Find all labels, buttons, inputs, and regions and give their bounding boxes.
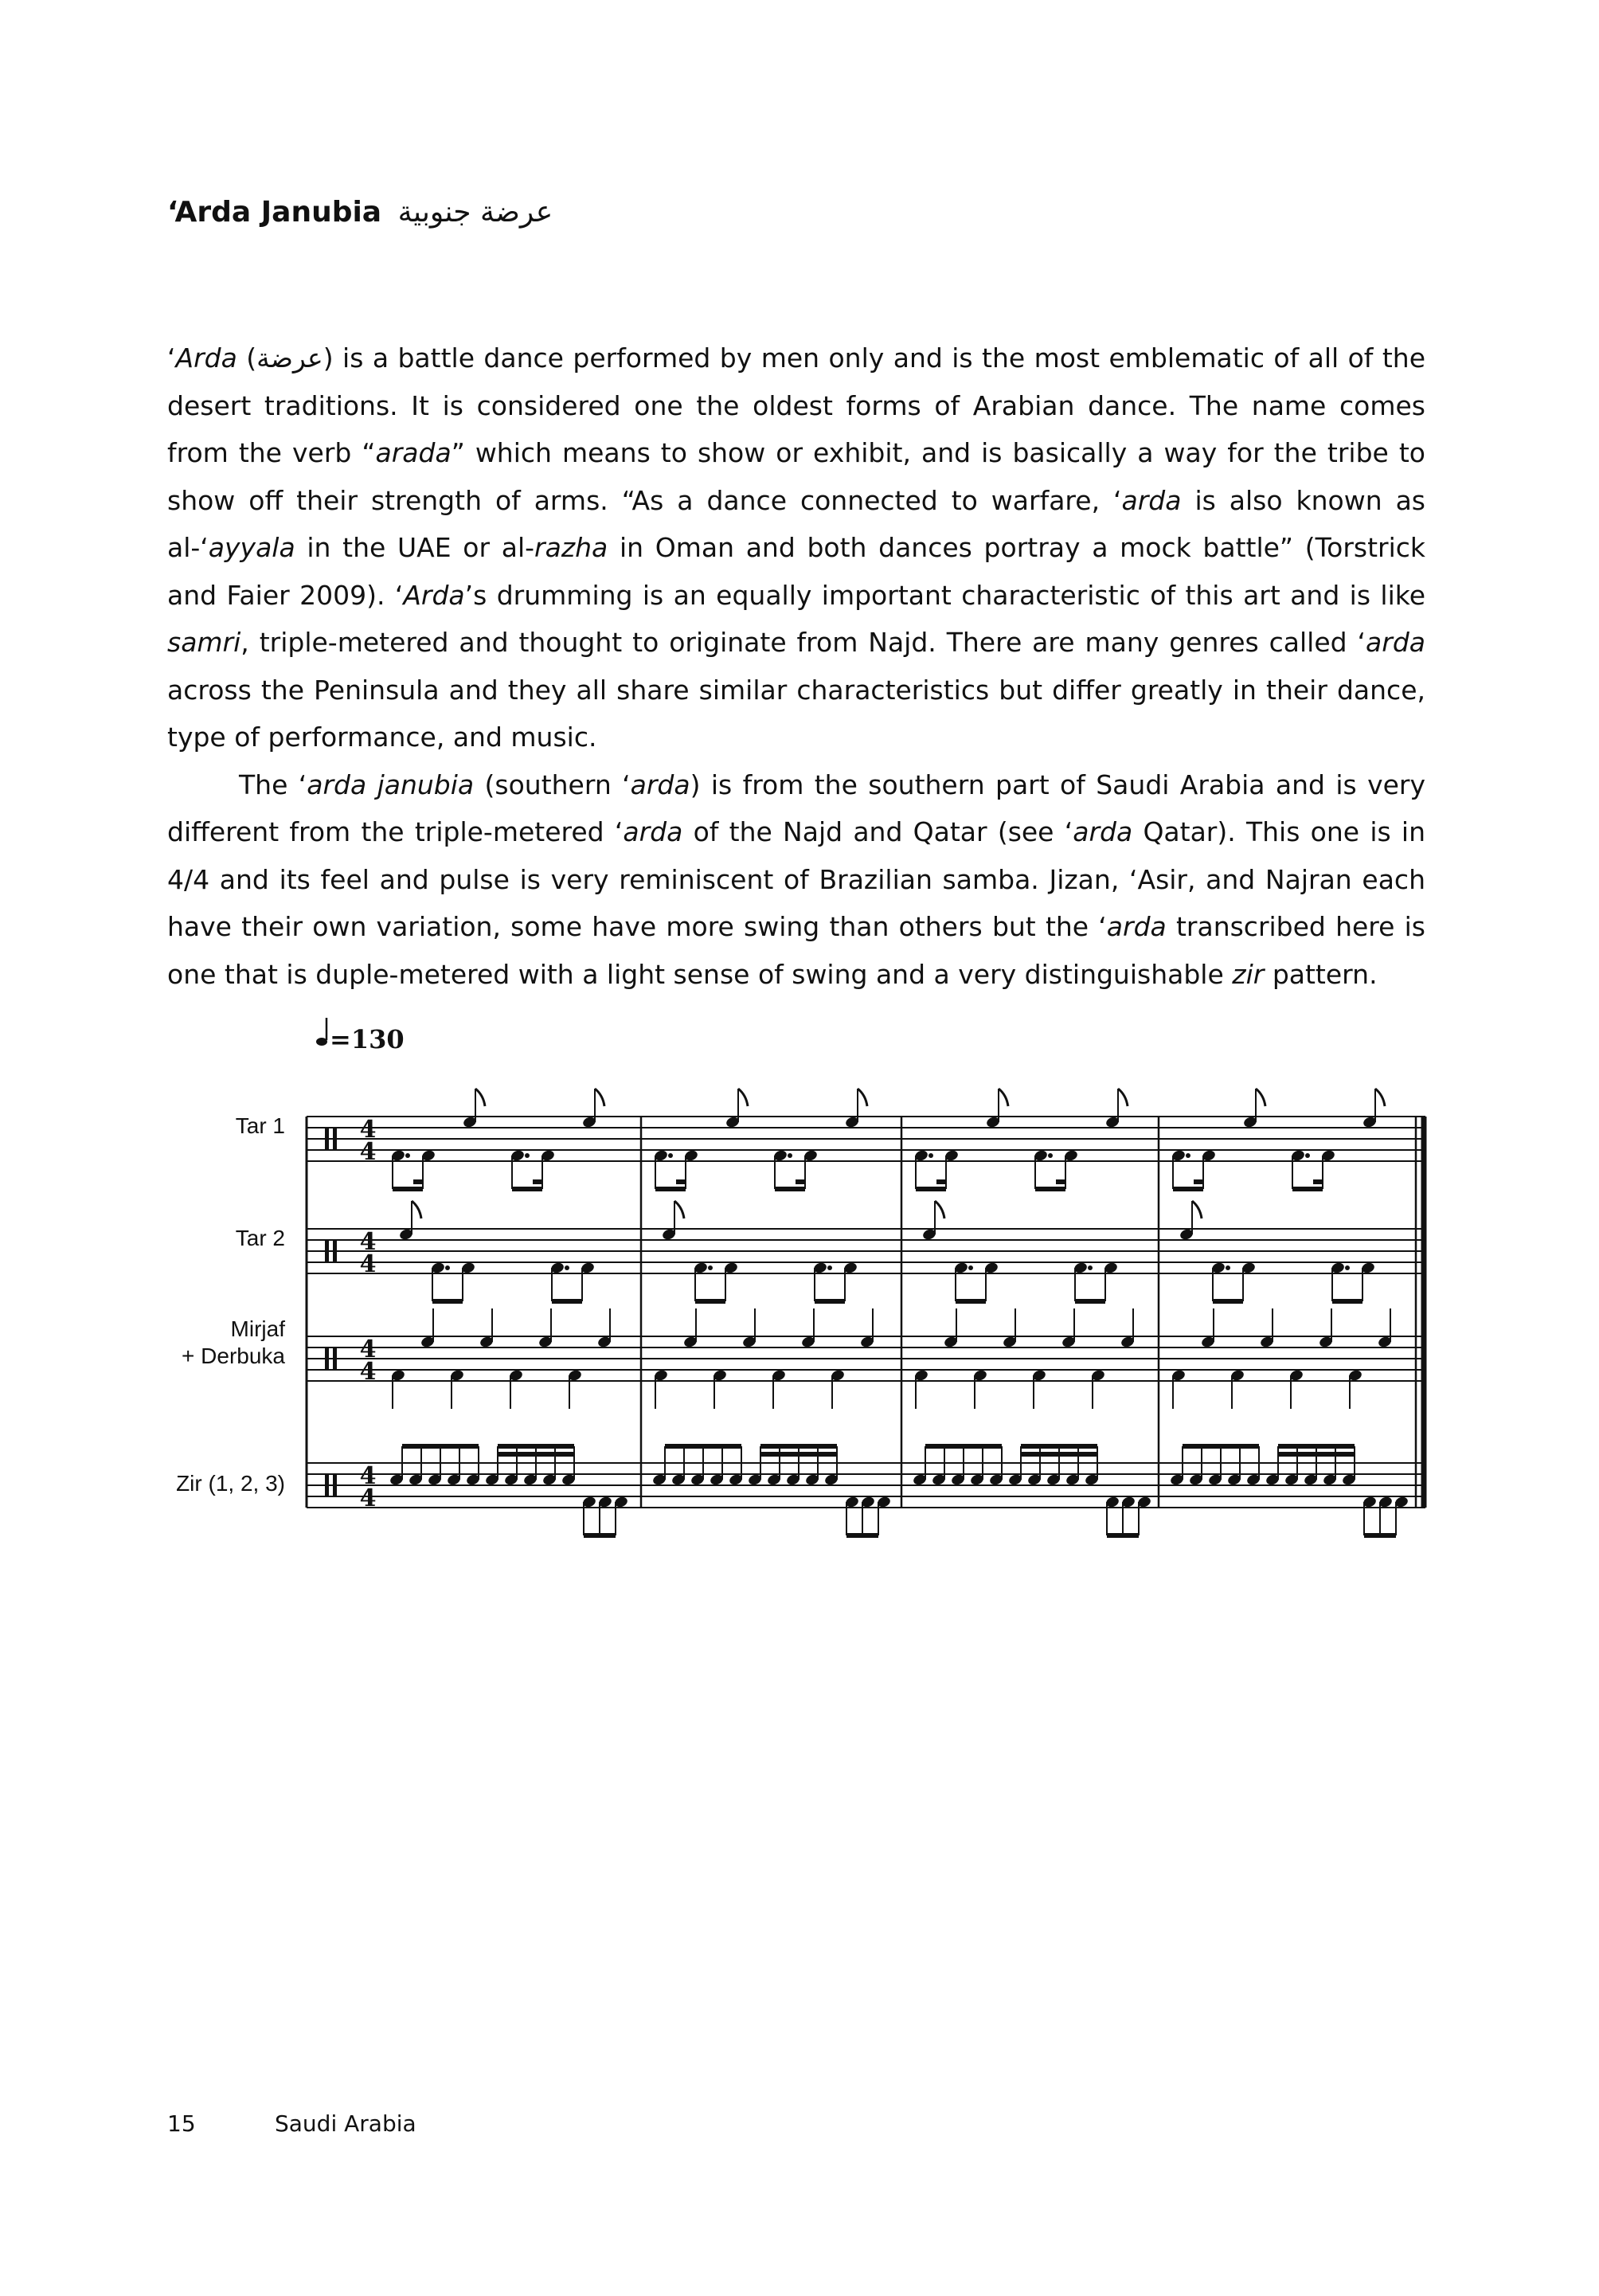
svg-text:4: 4 <box>359 1116 377 1144</box>
running-title: Saudi Arabia <box>275 2110 416 2137</box>
svg-text:4: 4 <box>359 1250 377 1278</box>
svg-text:4: 4 <box>359 1484 377 1512</box>
note-beam <box>676 1179 686 1184</box>
note-beam <box>1313 1179 1323 1184</box>
note-beam <box>413 1179 423 1184</box>
note-flag <box>935 1201 944 1218</box>
note-beam <box>760 1452 837 1457</box>
note-beam <box>512 1187 542 1191</box>
note-beam <box>1278 1452 1355 1457</box>
note-beam <box>760 1444 837 1449</box>
note-beam <box>533 1179 542 1184</box>
instrument-label-tar1: Tar 1 <box>235 1113 285 1138</box>
instrument-label-tar2: Tar 2 <box>235 1226 285 1250</box>
note-flag <box>1118 1089 1128 1106</box>
note-dot <box>668 1153 673 1158</box>
percussion-clefs <box>325 1128 337 1496</box>
svg-text:4: 4 <box>359 1228 377 1256</box>
heading-title: ‘Arda Janubia <box>167 196 382 229</box>
instrument-label-derbuka: + Derbuka <box>182 1344 285 1368</box>
note-beam <box>775 1187 805 1191</box>
paragraph-2: The ‘arda janubia (southern ‘arda) is from the southern part of Saudi Arabia and is very different from the triple-metered ‘arda of the Najd and Qatar (see ‘arda Qatar). This one is in 4/4 and its feel and pulse is very reminiscent of Brazilian samba. Jizan, ‘Asir, and Najran each have their own variation, some have more swing than others but the ‘arda transcribed here is one that is duple-metered with a light sense of swing and a very distinguishable zir pattern. <box>167 769 1426 990</box>
time-signatures <box>360 1116 377 1512</box>
note-beam <box>498 1444 574 1449</box>
note-beam <box>655 1187 686 1191</box>
note-beam <box>1021 1444 1097 1449</box>
note-dot <box>929 1153 933 1158</box>
note-beam <box>796 1179 805 1184</box>
music-score <box>0 1003 1599 1545</box>
note-dot <box>708 1265 713 1270</box>
note-beam <box>956 1299 986 1304</box>
staff-lines <box>307 1117 1425 1508</box>
svg-text:4: 4 <box>359 1462 377 1490</box>
note-dot <box>1345 1265 1350 1270</box>
note-dot <box>788 1153 792 1158</box>
note-beam <box>695 1299 725 1304</box>
svg-text:4: 4 <box>359 1336 377 1363</box>
note-beam <box>402 1444 479 1449</box>
note-beam <box>1056 1179 1065 1184</box>
note-flag <box>412 1201 421 1218</box>
note-beam <box>916 1187 946 1191</box>
note-dot <box>827 1265 832 1270</box>
note-beam <box>393 1187 423 1191</box>
tempo-marking <box>316 1018 405 1054</box>
tempo-text: =130 <box>330 1024 405 1054</box>
note-beam <box>936 1179 946 1184</box>
note-flag <box>1256 1089 1265 1106</box>
note-flag <box>674 1201 684 1218</box>
note-beam <box>925 1444 1002 1449</box>
note-flag <box>999 1089 1008 1106</box>
note-flag <box>1192 1201 1202 1218</box>
note-beam <box>815 1299 845 1304</box>
svg-text:4: 4 <box>359 1138 377 1166</box>
note-beam <box>1183 1444 1259 1449</box>
note-beam <box>552 1299 582 1304</box>
note-flag <box>858 1089 867 1106</box>
note-dot <box>1226 1265 1230 1270</box>
note-beam <box>1021 1452 1097 1457</box>
page-number: 15 <box>167 2110 196 2137</box>
note-dot <box>405 1153 410 1158</box>
note-beam <box>1364 1533 1396 1538</box>
note-dot <box>1088 1265 1093 1270</box>
instrument-label-mirjaf: Mirjaf <box>230 1316 285 1341</box>
note-beam <box>1292 1187 1323 1191</box>
notes <box>389 1089 1409 1538</box>
note-beam <box>1213 1299 1243 1304</box>
note-beam <box>1278 1444 1355 1449</box>
note-beam <box>1107 1533 1139 1538</box>
note-dot <box>1305 1153 1310 1158</box>
note-flag <box>475 1089 485 1106</box>
body-text <box>167 334 1425 998</box>
instrument-label-zir: Zir (1, 2, 3) <box>176 1471 285 1496</box>
note-dot <box>1048 1153 1053 1158</box>
section-heading <box>167 196 553 229</box>
note-beam <box>584 1533 616 1538</box>
heading-arabic: عرضة جنوبية <box>397 196 553 229</box>
paragraph-1: ‘Arda (عرضة) is a battle dance performed by men only and is the most emblematic of all of the desert traditions. It is considered one the oldest forms of Arabian dance. The name comes from the verb “arada” which means to show or exhibit, and is basically a way for the tribe to show off their strength of arms. “As a dance connected to warfare, ‘arda is also known as al-‘ayyala in the UAE or al-razha in Oman and both dances portray a mock battle” (Torstrick and Faier 2009). ‘Arda’s drumming is an equally important characteristic of this art and is like samri, triple-metered and thought to originate from Najd. There are many genres called ‘arda across the Peninsula and they all share similar characteristics but differ greatly in their dance, type of performance, and music. <box>167 342 1426 753</box>
note-beam <box>1035 1187 1065 1191</box>
note-flag <box>1375 1089 1385 1106</box>
barlines <box>307 1117 1424 1508</box>
note-dot <box>1186 1153 1190 1158</box>
note-dot <box>525 1153 530 1158</box>
note-flag <box>738 1089 748 1106</box>
note-beam <box>1332 1299 1362 1304</box>
note-beam <box>846 1533 878 1538</box>
note-beam <box>498 1452 574 1457</box>
note-beam <box>1173 1187 1203 1191</box>
note-beam <box>665 1444 741 1449</box>
svg-text:4: 4 <box>359 1358 377 1386</box>
note-beam <box>1075 1299 1105 1304</box>
note-beam <box>432 1299 463 1304</box>
note-dot <box>445 1265 450 1270</box>
note-dot <box>968 1265 973 1270</box>
note-dot <box>565 1265 569 1270</box>
note-flag <box>595 1089 604 1106</box>
note-beam <box>1194 1179 1203 1184</box>
